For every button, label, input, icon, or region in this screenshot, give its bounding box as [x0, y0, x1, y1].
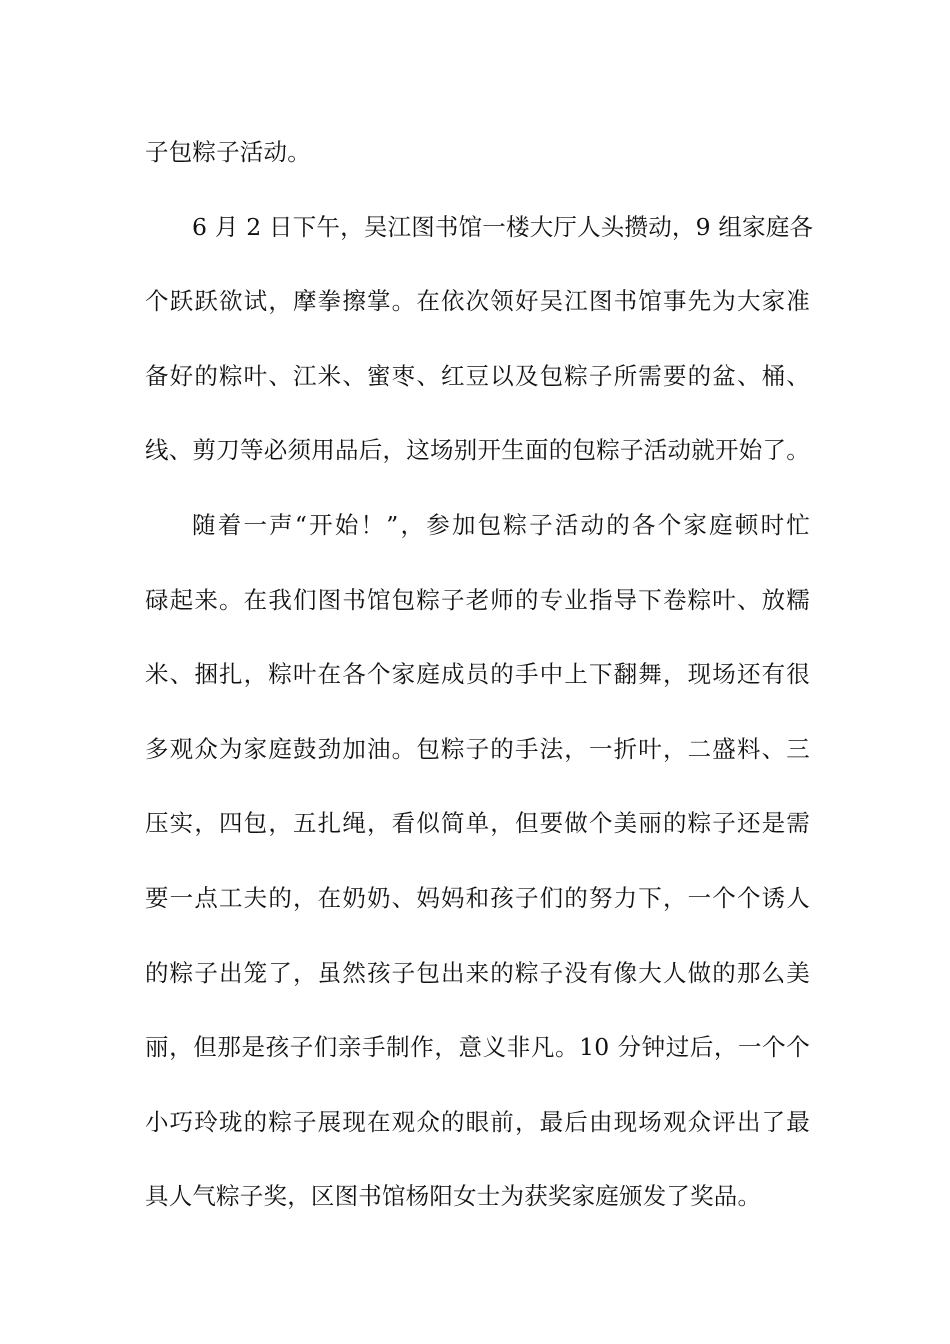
text-line: 米、捆扎，粽叶在各个家庭成员的手中上下翻舞，现场还有很	[145, 660, 810, 689]
text-line: 的粽子出笼了，虽然孩子包出来的粽子没有像大人做的那么美	[145, 958, 810, 987]
text-line: 压实，四包，五扎绳，看似简单，但要做个美丽的粽子还是需	[145, 809, 810, 838]
text-line: 要一点工夫的，在奶奶、妈妈和孩子们的努力下，一个个诱人	[145, 883, 810, 912]
text-line: 备好的粽叶、江米、蜜枣、红豆以及包粽子所需要的盆、桶、	[145, 361, 810, 390]
text-line: 个跃跃欲试，摩拳擦掌。在依次领好吴江图书馆事先为大家准	[145, 287, 810, 316]
text-line: 丽，但那是孩子们亲手制作，意义非凡。10 分钟过后，一个个	[145, 1033, 810, 1062]
text-line: 子包粽子活动。	[145, 138, 311, 166]
text-line: 多观众为家庭鼓劲加油。包粽子的手法，一折叶，二盛料、三	[145, 734, 810, 763]
text-line: 碌起来。在我们图书馆包粽子老师的专业指导下卷粽叶、放糯	[145, 585, 810, 614]
document-body	[145, 128, 814, 1247]
text-line: 线、剪刀等必须用品后，这场别开生面的包粽子活动就开始了。	[145, 436, 810, 465]
text-line: 具人气粽子奖，区图书馆杨阳女士为获奖家庭颁发了奖品。	[145, 1182, 762, 1211]
text-line: 小巧玲珑的粽子展现在观众的眼前，最后由现场观众评出了最	[145, 1107, 810, 1136]
paragraph-first-line: 6 月 2 日下午，吴江图书馆一楼大厅人头攒动，9 组家庭各	[192, 212, 814, 241]
paragraph-first-line: 随着一声“开始！”，参加包粽子活动的各个家庭顿时忙	[192, 510, 810, 539]
